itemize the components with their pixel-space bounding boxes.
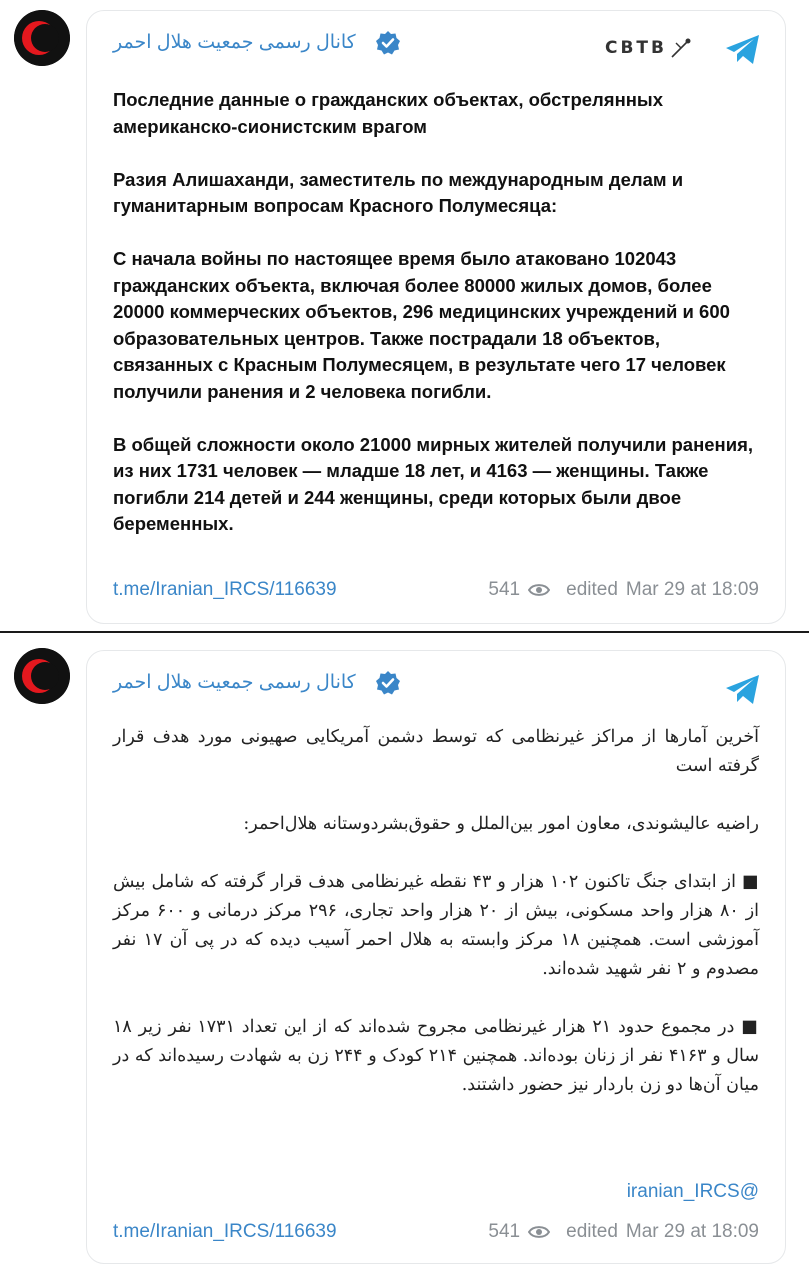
channel-avatar[interactable] (14, 10, 70, 66)
channel-signature-link[interactable]: iranian_IRCS@ (626, 1181, 759, 1202)
message-paragraph: С начала войны по настоящее время было атаковано 102043 гражданских объекта, включая более 80000 жилых домов, более 20000 коммерческих объектов, 296 медицинских учреждений и 600 образовательных центров. Также пострадали 18 объектов, связанных с Красным Полумесяцем, в результате чего 17 человек получили ранения и 2 человека погибли. (113, 248, 730, 402)
message-headline: آخرین آمارها از مراکز غیرنظامی که توسط دشمن آمریکایی صهیونی مورد هدف قرار گرفته است (113, 727, 759, 776)
message-meta (488, 1221, 759, 1243)
channel-name[interactable]: کانال رسمی جمعیت هلال احمر (113, 672, 356, 693)
telegram-icon[interactable] (723, 29, 763, 69)
channel-avatar[interactable] (14, 648, 70, 704)
message-meta (488, 579, 759, 601)
message-paragraph: راضیه عالیشوندی، معاون امور بین‌الملل و حقوق‌بشردوستانه هلال‌احمر: (243, 814, 759, 834)
verified-badge-icon (375, 670, 401, 696)
post-persian (0, 634, 809, 1280)
message-paragraph: Разия Алишаханди, заместитель по международным делам и гуманитарным вопросам Красного Полумесяца: (113, 168, 684, 216)
message-card (86, 10, 786, 624)
post-link[interactable]: t.me/Iranian_IRCS/116639 (113, 1221, 337, 1242)
message-paragraph: В общей сложности около 21000 мирных жителей получили ранения, из них 1731 человек — младше 18 лет, и 4163 — женщины. Также погибли 214 детей и 244 женщины, среди которых были двое беременных. (113, 433, 754, 534)
timestamp: Mar 29 at 18:09 (625, 1221, 759, 1242)
verified-badge-icon (375, 30, 401, 56)
message-headline: Последние данные о гражданских объектах, обстрелянных американско-сионистским врагом (113, 89, 664, 137)
message-text (113, 723, 759, 1129)
post-link[interactable]: t.me/Iranian_IRCS/116639 (113, 579, 337, 600)
message-header (87, 651, 785, 711)
post-divider (0, 631, 809, 633)
cbtb-watermark (605, 36, 692, 60)
message-text (113, 87, 759, 564)
edited-label: edited (566, 1221, 618, 1242)
message-paragraph: ■ در مجموع حدود ۲۱ هزار غیرنظامی مجروح شده‌اند که از این تعداد ۱۷۳۱ نفر زیر ۱۸ سال و ۴۱۶۳ نفر از زنان بوده‌اند. همچنین ۲۱۴ کودک و ۲۴۴ زن به شهادت رسیده‌اند که در میان آن‌ها دو زن باردار نیز حضور داشتند. (113, 1017, 760, 1095)
red-crescent-icon (14, 648, 70, 704)
cbtb-logo-text: CBTB (605, 38, 667, 58)
message-footer (113, 1221, 759, 1249)
edited-label: edited (566, 579, 618, 600)
message-footer (113, 579, 759, 607)
satellite-icon (670, 37, 692, 59)
telegram-icon[interactable] (723, 669, 763, 709)
red-crescent-icon (14, 10, 70, 66)
post-russian (0, 0, 809, 632)
message-card (86, 650, 786, 1264)
view-count: 541 (488, 579, 521, 600)
message-header (87, 11, 785, 71)
channel-name[interactable]: کانال رسمی جمعیت هلال احمر (113, 32, 356, 53)
view-count: 541 (488, 1221, 521, 1242)
eye-icon (528, 1224, 550, 1240)
message-paragraph: ■ از ابتدای جنگ تاکنون ۱۰۲ هزار و ۴۳ نقطه غیرنظامی هدف قرار گرفته که شامل بیش از ۸۰ هزار واحد مسکونی، بیش از ۲۰ هزار واحد تجاری، ۲۹۶ مرکز درمانی و ۶۰۰ مرکز آموزشی است. همچنین ۱۸ مرکز وابسته به هلال احمر آسیب دیده که در پی آن ۱۷ نفر مصدوم و ۲ نفر شهید شده‌اند. (113, 872, 760, 979)
timestamp: Mar 29 at 18:09 (625, 579, 759, 600)
eye-icon (528, 582, 550, 598)
